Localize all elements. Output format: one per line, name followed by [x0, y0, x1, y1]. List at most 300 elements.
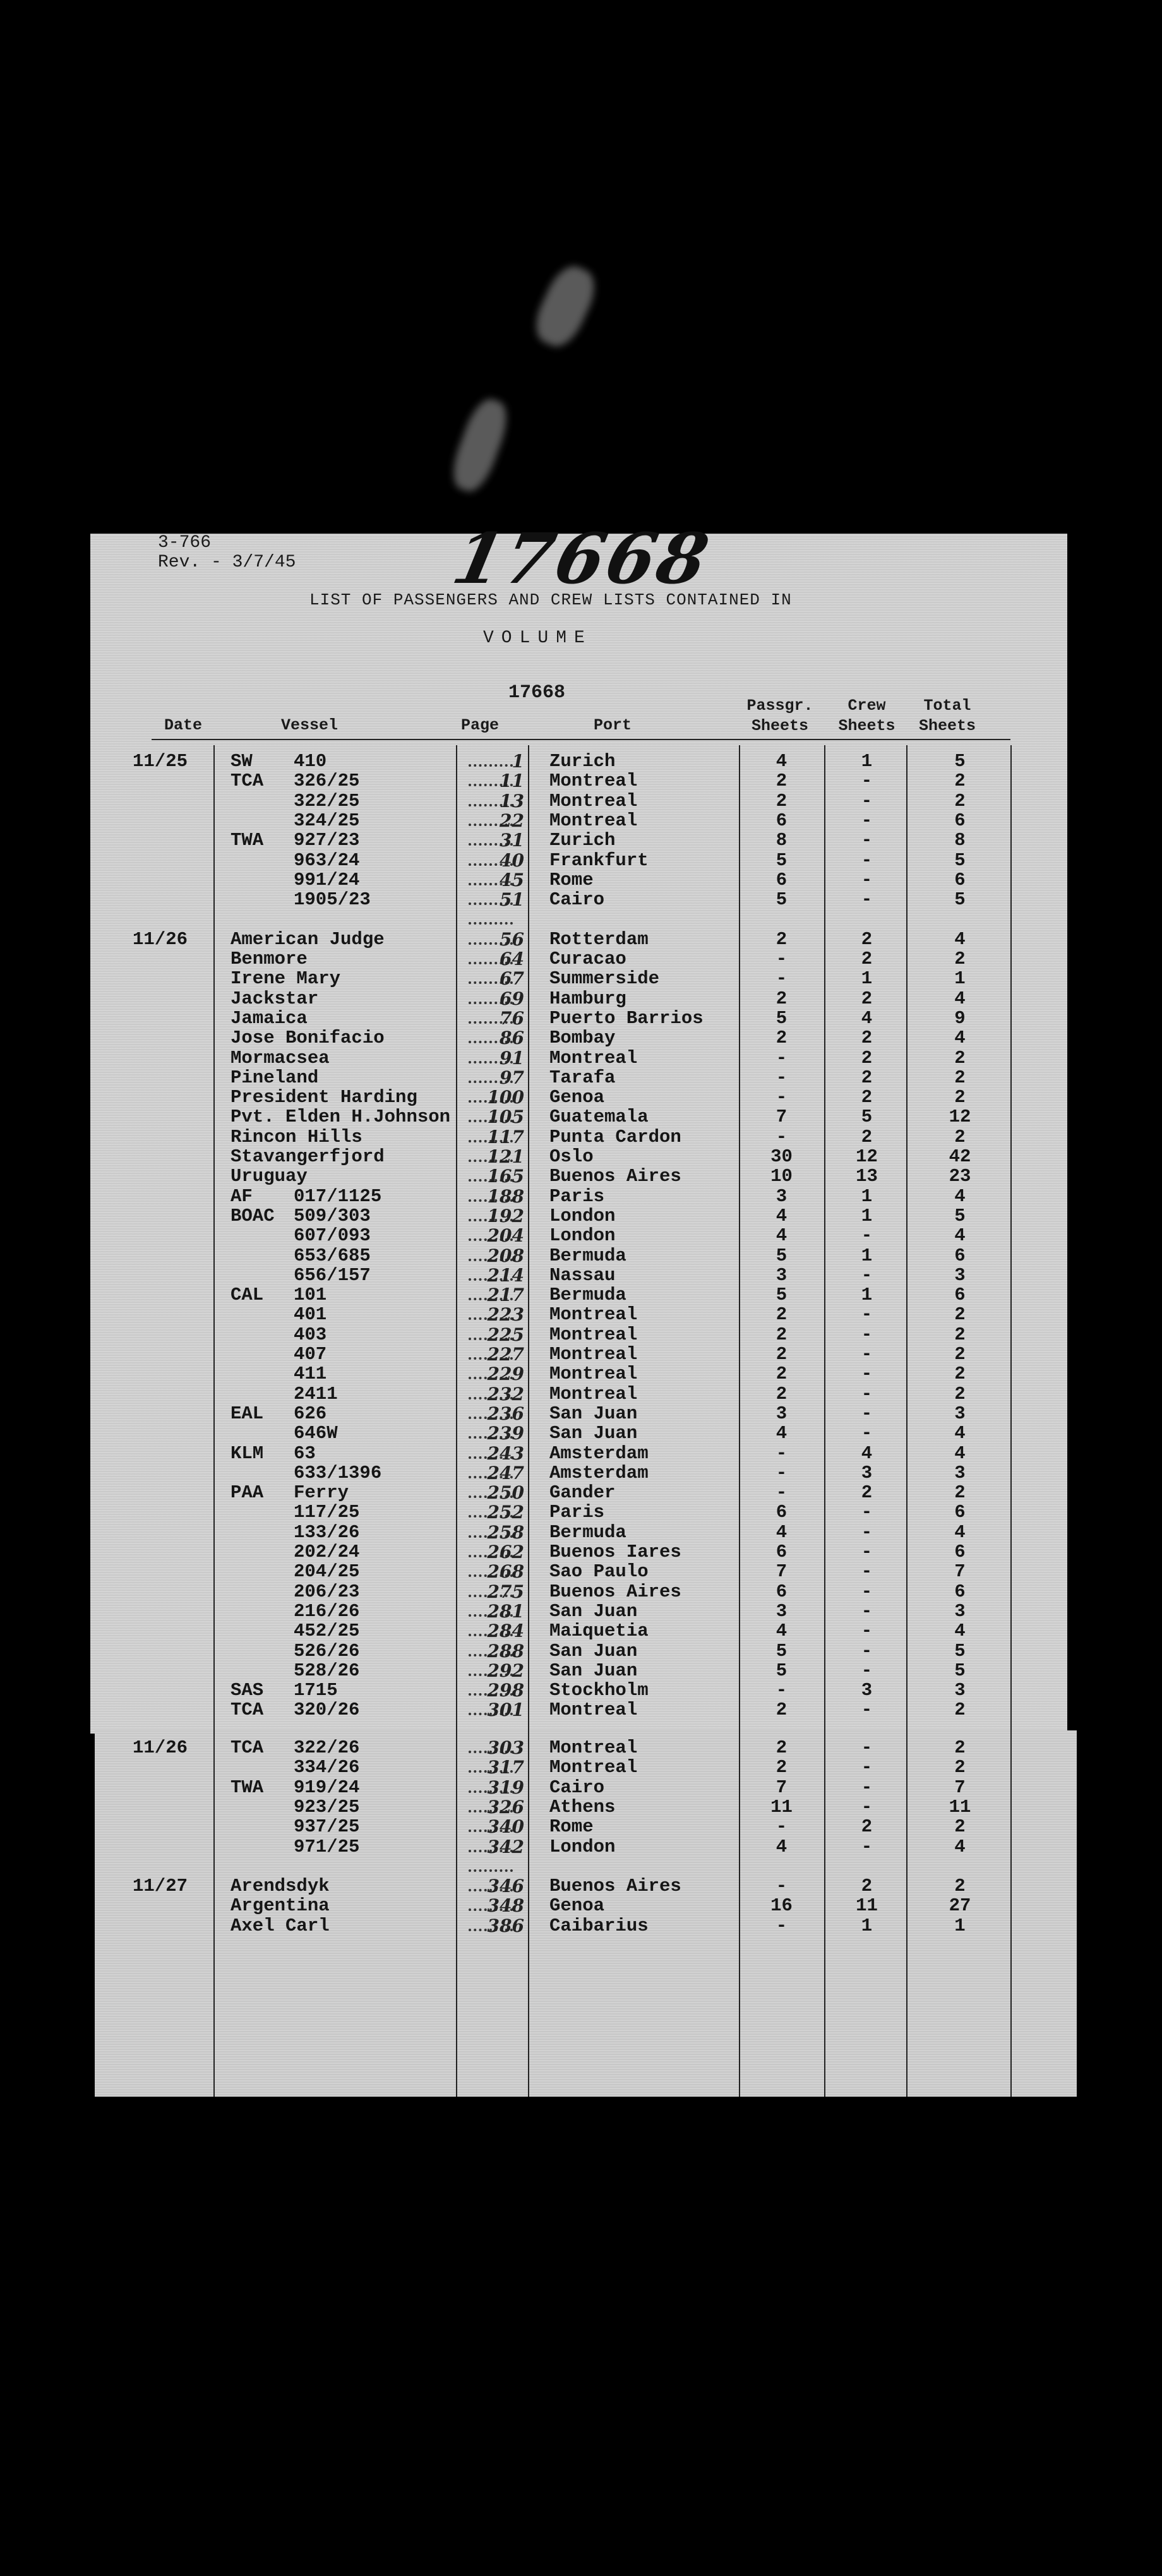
cell-page: 342 [487, 1836, 524, 1857]
cell-crew-sheets: 4 [861, 1007, 873, 1029]
cell-crew-sheets: - [861, 1304, 873, 1326]
cell-port: Montreal [549, 1383, 638, 1405]
cell-page: 281 [487, 1600, 524, 1622]
cell-crew-sheets: - [861, 869, 873, 890]
cell-port: Bermuda [549, 1521, 626, 1543]
col-header-vessel: Vessel [280, 716, 338, 734]
cell-date: 11/26 [133, 928, 188, 950]
cell-crew-sheets: - [861, 1796, 873, 1818]
cell-port: Puerto Barrios [549, 1007, 704, 1029]
cell-port: Nassau [549, 1264, 616, 1286]
cell-page: 243 [487, 1442, 524, 1464]
cell-passenger-sheets: 5 [776, 1007, 788, 1029]
cell-passenger-sheets: - [776, 1442, 788, 1464]
cell-total-sheets: 7 [954, 1776, 966, 1798]
column-rule [824, 745, 825, 2097]
cell-passenger-sheets: 4 [776, 1423, 788, 1444]
cell-page: 217 [487, 1285, 524, 1306]
cell-vessel: 646W [294, 1423, 338, 1444]
cell-page: 105 [487, 1106, 524, 1128]
cell-airline: BOAC [231, 1205, 275, 1226]
cell-total-sheets: 2 [954, 949, 966, 969]
handwritten-volume-number: 17668 [446, 518, 718, 599]
cell-vessel: Jamaica [231, 1007, 308, 1029]
cell-port: San Juan [549, 1600, 638, 1622]
cell-date: 11/27 [133, 1876, 188, 1897]
cell-total-sheets: 2 [954, 1344, 966, 1365]
cell-passenger-sheets: 6 [776, 1542, 788, 1562]
cell-page: 45 [500, 869, 524, 890]
cell-total-sheets: 9 [954, 1007, 966, 1029]
cell-total-sheets: 4 [954, 1423, 966, 1444]
cell-page: 192 [487, 1205, 524, 1226]
cell-page: 214 [487, 1264, 524, 1286]
cell-total-sheets: 2 [954, 1047, 966, 1069]
cell-vessel: President Harding [231, 1087, 417, 1108]
cell-port: Bermuda [549, 1285, 626, 1306]
cell-total-sheets: 6 [954, 1542, 966, 1562]
cell-crew-sheets: 1 [861, 751, 873, 772]
cell-page: 165 [487, 1166, 524, 1187]
cell-crew-sheets: - [861, 830, 873, 851]
cell-passenger-sheets: 11 [770, 1796, 793, 1818]
cell-page: 258 [487, 1521, 524, 1543]
cell-total-sheets: 42 [949, 1146, 971, 1167]
cell-page: 31 [500, 830, 524, 851]
cell-vessel: 1715 [294, 1680, 338, 1701]
cell-vessel: 324/25 [294, 810, 360, 831]
cell-passenger-sheets: - [776, 1482, 788, 1504]
cell-vessel: 202/24 [294, 1542, 360, 1562]
cell-vessel: 101 [294, 1285, 327, 1306]
cell-crew-sheets: - [861, 1757, 873, 1778]
cell-page: 117 [487, 1126, 524, 1147]
cell-crew-sheets: 2 [861, 1816, 873, 1838]
cell-port: Genoa [549, 1087, 605, 1108]
cell-passenger-sheets: 2 [776, 1383, 788, 1405]
cell-port: Bombay [549, 1027, 616, 1049]
cell-passenger-sheets: 2 [776, 1757, 788, 1778]
cell-passenger-sheets: 5 [776, 1640, 788, 1662]
cell-port: London [549, 1225, 616, 1247]
cell-passenger-sheets: - [776, 1047, 788, 1069]
cell-crew-sheets: - [861, 1423, 873, 1444]
cell-port: San Juan [549, 1403, 638, 1424]
cell-page: 97 [500, 1067, 524, 1088]
cell-page: 1 [512, 751, 524, 772]
cell-total-sheets: 4 [954, 988, 966, 1009]
cell-crew-sheets: - [861, 1403, 873, 1424]
cell-port: Genoa [549, 1895, 605, 1917]
cell-crew-sheets: 2 [861, 1047, 873, 1069]
cell-vessel: 401 [294, 1304, 327, 1326]
cell-crew-sheets: 2 [861, 949, 873, 969]
cell-port: Montreal [549, 1699, 638, 1721]
cell-vessel: Ferry [294, 1482, 349, 1504]
cell-vessel: 971/25 [294, 1836, 360, 1857]
cell-vessel: 204/25 [294, 1561, 360, 1583]
scan-smudge [446, 394, 514, 496]
cell-passenger-sheets: 3 [776, 1403, 788, 1424]
cell-passenger-sheets: 6 [776, 810, 788, 831]
cell-passenger-sheets: 3 [776, 1185, 788, 1207]
cell-total-sheets: 5 [954, 751, 966, 772]
cell-total-sheets: 3 [954, 1264, 966, 1286]
cell-port: Guatemala [549, 1106, 649, 1128]
cell-port: Sao Paulo [549, 1561, 649, 1583]
cell-port: Zurich [549, 751, 616, 772]
cell-vessel: 322/25 [294, 790, 360, 812]
cell-vessel: 919/24 [294, 1776, 360, 1798]
column-rule [739, 745, 740, 2097]
cell-page: 252 [487, 1502, 524, 1523]
cell-crew-sheets: 2 [861, 988, 873, 1009]
col-header-date: Date [164, 716, 202, 734]
cell-passenger-sheets: 7 [776, 1776, 788, 1798]
cell-total-sheets: 2 [954, 1304, 966, 1326]
cell-vessel: 1905/23 [294, 889, 371, 911]
cell-total-sheets: 2 [954, 1757, 966, 1778]
cell-total-sheets: 2 [954, 1383, 966, 1405]
cell-passenger-sheets: 6 [776, 869, 788, 890]
cell-vessel: Mormacsea [231, 1047, 330, 1069]
cell-vessel: 133/26 [294, 1521, 360, 1543]
cell-port: Paris [549, 1502, 605, 1523]
cell-passenger-sheets: 2 [776, 1699, 788, 1721]
cell-vessel: 626 [294, 1403, 327, 1424]
cell-airline: PAA [231, 1482, 264, 1504]
cell-port: Montreal [549, 1757, 638, 1778]
cell-port: Oslo [549, 1146, 594, 1167]
cell-total-sheets: 5 [954, 1660, 966, 1681]
cell-page: 301 [487, 1699, 524, 1721]
cell-total-sheets: 2 [954, 1126, 966, 1147]
cell-total-sheets: 7 [954, 1561, 966, 1583]
cell-page: 225 [487, 1324, 524, 1345]
cell-port: Montreal [549, 1047, 638, 1069]
cell-total-sheets: 27 [949, 1895, 971, 1917]
cell-airline: KLM [231, 1442, 264, 1464]
cell-passenger-sheets: 2 [776, 928, 788, 950]
cell-passenger-sheets: 7 [776, 1561, 788, 1583]
cell-page: 262 [487, 1542, 524, 1562]
cell-passenger-sheets: 2 [776, 1304, 788, 1326]
document-title: LIST OF PASSENGERS AND CREW LISTS CONTAINED IN [309, 590, 792, 609]
cell-port: Montreal [549, 1344, 638, 1365]
cell-crew-sheets: 2 [861, 928, 873, 950]
cell-page: 64 [500, 949, 524, 969]
cell-crew-sheets: - [861, 1660, 873, 1681]
cell-total-sheets: 11 [949, 1796, 971, 1818]
form-number: 3-766 Rev. - 3/7/45 [158, 533, 296, 572]
cell-port: Montreal [549, 810, 638, 831]
cell-port: Montreal [549, 770, 638, 792]
cell-passenger-sheets: - [776, 1680, 788, 1701]
cell-passenger-sheets: 3 [776, 1600, 788, 1622]
cell-port: Rome [549, 1816, 594, 1838]
cell-passenger-sheets: 5 [776, 1285, 788, 1306]
cell-passenger-sheets: - [776, 1915, 788, 1936]
cell-port: San Juan [549, 1640, 638, 1662]
cell-total-sheets: 2 [954, 1816, 966, 1838]
page-leader-dots [469, 922, 513, 925]
cell-page: 11 [500, 770, 524, 792]
cell-port: Montreal [549, 790, 638, 812]
cell-passenger-sheets: - [776, 1067, 788, 1088]
cell-page: 236 [487, 1403, 524, 1424]
cell-passenger-sheets: 16 [770, 1895, 793, 1917]
cell-port: Summerside [549, 968, 660, 990]
cell-passenger-sheets: 2 [776, 770, 788, 792]
cell-crew-sheets: - [861, 1776, 873, 1798]
cell-vessel: 633/1396 [294, 1462, 382, 1483]
cell-port: Paris [549, 1185, 605, 1207]
cell-vessel: Jose Bonifacio [231, 1027, 385, 1049]
cell-passenger-sheets: 5 [776, 1660, 788, 1681]
cell-port: Stockholm [549, 1680, 649, 1701]
cell-total-sheets: 4 [954, 1442, 966, 1464]
cell-port: Rotterdam [549, 928, 649, 950]
cell-passenger-sheets: 2 [776, 790, 788, 812]
cell-vessel: Benmore [231, 949, 308, 969]
col-header-port: Port [593, 716, 632, 734]
cell-page: 56 [500, 928, 524, 950]
cell-date: 11/26 [133, 1737, 188, 1758]
cell-page: 69 [500, 988, 524, 1009]
cell-passenger-sheets: 10 [770, 1166, 793, 1187]
page-leader-dots [469, 1869, 513, 1872]
cell-vessel: 653/685 [294, 1245, 371, 1266]
cell-page: 67 [500, 968, 524, 990]
cell-passenger-sheets: - [776, 1876, 788, 1897]
cell-vessel: Pvt. Elden H.Johnson [231, 1106, 451, 1128]
cell-vessel: 937/25 [294, 1816, 360, 1838]
volume-number: 17668 [508, 682, 566, 704]
cell-crew-sheets: 4 [861, 1442, 873, 1464]
cell-port: Amsterdam [549, 1442, 649, 1464]
cell-passenger-sheets: 7 [776, 1106, 788, 1128]
cell-port: Montreal [549, 1304, 638, 1326]
cell-total-sheets: 4 [954, 1620, 966, 1642]
cell-crew-sheets: - [861, 1737, 873, 1758]
cell-passenger-sheets: 2 [776, 1324, 788, 1345]
cell-vessel: 923/25 [294, 1796, 360, 1818]
cell-crew-sheets: - [861, 1581, 873, 1602]
cell-crew-sheets: 1 [861, 1915, 873, 1936]
cell-vessel: Axel Carl [231, 1915, 330, 1936]
cell-crew-sheets: - [861, 849, 873, 871]
cell-port: Cairo [549, 889, 605, 911]
cell-vessel: Rincon Hills [231, 1126, 362, 1147]
cell-page: 346 [487, 1876, 524, 1897]
scan-smudge [528, 260, 602, 352]
cell-page: 340 [487, 1816, 524, 1838]
cell-passenger-sheets: 4 [776, 751, 788, 772]
cell-crew-sheets: 2 [861, 1876, 873, 1897]
cell-airline: CAL [231, 1285, 264, 1306]
cell-port: Amsterdam [549, 1462, 649, 1483]
cell-total-sheets: 23 [949, 1166, 971, 1187]
cell-total-sheets: 2 [954, 770, 966, 792]
cell-total-sheets: 6 [954, 1581, 966, 1602]
cell-passenger-sheets: 5 [776, 849, 788, 871]
cell-page: 298 [487, 1680, 524, 1701]
cell-passenger-sheets: 4 [776, 1521, 788, 1543]
cell-airline: TWA [231, 830, 264, 851]
cell-total-sheets: 4 [954, 1225, 966, 1247]
cell-page: 247 [487, 1462, 524, 1483]
cell-vessel: American Judge [231, 928, 385, 950]
cell-page: 51 [500, 889, 524, 911]
cell-crew-sheets: - [861, 1620, 873, 1642]
cell-passenger-sheets: - [776, 949, 788, 969]
cell-total-sheets: 2 [954, 790, 966, 812]
cell-crew-sheets: 2 [861, 1482, 873, 1504]
column-rule [213, 745, 215, 2097]
cell-page: 386 [487, 1915, 524, 1936]
cell-crew-sheets: - [861, 1383, 873, 1405]
cell-passenger-sheets: 4 [776, 1620, 788, 1642]
cell-airline: AF [231, 1185, 253, 1207]
cell-page: 288 [487, 1640, 524, 1662]
cell-total-sheets: 2 [954, 1876, 966, 1897]
cell-total-sheets: 2 [954, 1699, 966, 1721]
cell-port: Buenos Iares [549, 1542, 681, 1562]
cell-passenger-sheets: 2 [776, 1344, 788, 1365]
cell-crew-sheets: 2 [861, 1126, 873, 1147]
cell-page: 348 [487, 1895, 524, 1917]
cell-crew-sheets: - [861, 1561, 873, 1583]
cell-passenger-sheets: 3 [776, 1264, 788, 1286]
cell-passenger-sheets: - [776, 1816, 788, 1838]
cell-total-sheets: 2 [954, 1324, 966, 1345]
volume-label: VOLUME [483, 628, 592, 648]
cell-vessel: 452/25 [294, 1620, 360, 1642]
cell-total-sheets: 6 [954, 869, 966, 890]
column-rule [906, 745, 907, 2097]
cell-total-sheets: 2 [954, 1363, 966, 1385]
cell-page: 319 [487, 1776, 524, 1798]
cell-crew-sheets: 1 [861, 1185, 873, 1207]
cell-crew-sheets: 12 [856, 1146, 878, 1167]
cell-passenger-sheets: 2 [776, 1363, 788, 1385]
cell-total-sheets: 2 [954, 1067, 966, 1088]
cell-total-sheets: 1 [954, 1915, 966, 1936]
cell-page: 91 [500, 1047, 524, 1069]
cell-vessel: Pineland [231, 1067, 319, 1088]
cell-airline: SAS [231, 1680, 264, 1701]
cell-vessel: 927/23 [294, 830, 360, 851]
cell-vessel: 206/23 [294, 1581, 360, 1602]
cell-vessel: 2411 [294, 1383, 338, 1405]
cell-crew-sheets: 5 [861, 1106, 873, 1128]
cell-vessel: 216/26 [294, 1600, 360, 1622]
cell-passenger-sheets: 2 [776, 1027, 788, 1049]
cell-port: Gander [549, 1482, 616, 1504]
cell-crew-sheets: 3 [861, 1680, 873, 1701]
cell-crew-sheets: 1 [861, 1205, 873, 1226]
cell-port: Bermuda [549, 1245, 626, 1266]
cell-vessel: 509/303 [294, 1205, 371, 1226]
cell-page: 229 [487, 1363, 524, 1385]
cell-port: Caibarius [549, 1915, 649, 1936]
cell-vessel: 117/25 [294, 1502, 360, 1523]
cell-crew-sheets: 2 [861, 1027, 873, 1049]
cell-vessel: 963/24 [294, 849, 360, 871]
cell-port: Buenos Aires [549, 1581, 681, 1602]
cell-passenger-sheets: 2 [776, 988, 788, 1009]
cell-port: Rome [549, 869, 594, 890]
column-rule [528, 745, 529, 2097]
cell-total-sheets: 6 [954, 1285, 966, 1306]
cell-page: 326 [487, 1796, 524, 1818]
cell-total-sheets: 3 [954, 1600, 966, 1622]
cell-page: 204 [487, 1225, 524, 1247]
cell-page: 86 [500, 1027, 524, 1049]
cell-page: 208 [487, 1245, 524, 1266]
cell-total-sheets: 4 [954, 1185, 966, 1207]
cell-total-sheets: 6 [954, 1502, 966, 1523]
cell-crew-sheets: - [861, 1344, 873, 1365]
cell-port: Montreal [549, 1363, 638, 1385]
cell-port: Montreal [549, 1737, 638, 1758]
cell-passenger-sheets: - [776, 1087, 788, 1108]
cell-passenger-sheets: 4 [776, 1225, 788, 1247]
cell-vessel: 526/26 [294, 1640, 360, 1662]
cell-port: Tarafa [549, 1067, 616, 1088]
cell-crew-sheets: 3 [861, 1462, 873, 1483]
cell-total-sheets: 2 [954, 1737, 966, 1758]
cell-port: Frankfurt [549, 849, 649, 871]
cell-crew-sheets: - [861, 1521, 873, 1543]
cell-vessel: 607/093 [294, 1225, 371, 1247]
cell-passenger-sheets: 6 [776, 1502, 788, 1523]
cell-crew-sheets: - [861, 1640, 873, 1662]
cell-vessel: 407 [294, 1344, 327, 1365]
cell-total-sheets: 3 [954, 1680, 966, 1701]
cell-vessel: 017/1125 [294, 1185, 382, 1207]
cell-port: London [549, 1205, 616, 1226]
cell-passenger-sheets: - [776, 968, 788, 990]
cell-port: Punta Cardon [549, 1126, 681, 1147]
cell-vessel: Jackstar [231, 988, 319, 1009]
col-header-total-sheets: Total Sheets [918, 697, 976, 735]
cell-total-sheets: 4 [954, 1027, 966, 1049]
cell-crew-sheets: - [861, 1600, 873, 1622]
cell-page: 275 [487, 1581, 524, 1602]
cell-vessel: 403 [294, 1324, 327, 1345]
cell-airline: TCA [231, 1699, 264, 1721]
cell-airline: EAL [231, 1403, 264, 1424]
col-header-crew-sheets: Crew Sheets [838, 697, 895, 735]
cell-vessel: 320/26 [294, 1699, 360, 1721]
cell-total-sheets: 2 [954, 1087, 966, 1108]
cell-crew-sheets: 11 [856, 1895, 878, 1917]
col-header-page: Page [460, 716, 499, 734]
header-rule [152, 739, 1010, 740]
cell-port: Maiquetia [549, 1620, 649, 1642]
cell-passenger-sheets: 30 [770, 1146, 793, 1167]
cell-crew-sheets: 1 [861, 1285, 873, 1306]
cell-port: Montreal [549, 1324, 638, 1345]
cell-total-sheets: 5 [954, 849, 966, 871]
cell-passenger-sheets: 4 [776, 1205, 788, 1226]
cell-page: 188 [487, 1185, 524, 1207]
cell-crew-sheets: - [861, 1502, 873, 1523]
cell-total-sheets: 12 [949, 1106, 971, 1128]
cell-page: 292 [487, 1660, 524, 1681]
cell-page: 22 [500, 810, 524, 831]
